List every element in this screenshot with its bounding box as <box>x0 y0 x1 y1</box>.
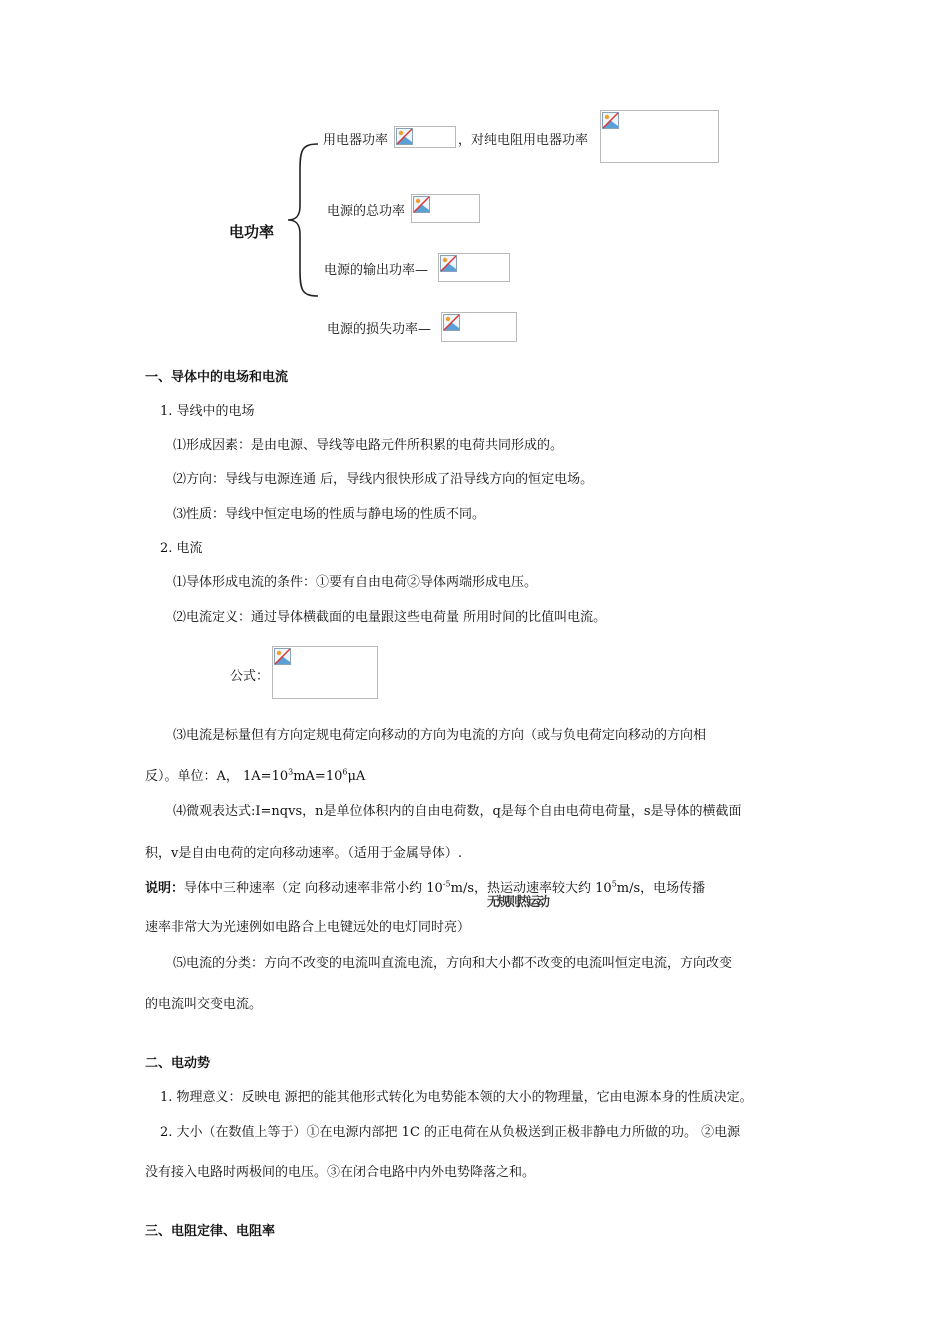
broken-image-icon <box>413 196 430 213</box>
text-run: μA <box>347 769 366 784</box>
paragraph: ⑴导体形成电流的条件：①要有自由电荷②导体两端形成电压。 <box>173 575 538 590</box>
paragraph: ⑸电流的分类：方向不改变的电流叫直流电流，方向和大小都不改变的电流叫恒定电流，方向改变 <box>173 956 733 971</box>
text-run: 导体中三种速率（定 向移动速率非常小约 10 <box>184 881 443 896</box>
broken-image-icon <box>443 314 460 331</box>
item-pure-resistor-label: ，对纯电阻用电器功率 <box>458 133 589 148</box>
brace-icon <box>286 140 322 300</box>
formula-image-placeholder <box>438 253 510 282</box>
overlapping-text: 无规则热运动 <box>487 895 548 910</box>
text-run: mA=10 <box>293 769 343 784</box>
paragraph: ⑵电流定义：通过导体横截面的电量跟这些电荷量 所用时间的比值叫电流。 <box>173 610 607 625</box>
paragraph: 积，v是自由电荷的定向移动速率。（适用于金属导体）. <box>145 846 462 861</box>
paragraph: ⑵方向：导线与电源连通 后，导线内很快形成了沿导线方向的恒定电场。 <box>173 472 594 487</box>
item-total-power-label: 电源的总功率 <box>327 204 406 219</box>
broken-image-icon <box>602 112 619 129</box>
paragraph-units <box>145 765 365 784</box>
formula-image-placeholder <box>411 194 480 223</box>
superscript: 6 <box>342 767 348 777</box>
text-run: 反）。单位：A， 1A=10 <box>145 769 289 784</box>
broken-image-icon <box>274 648 291 665</box>
section-heading: 一、导体中的电场和电流 <box>145 370 289 385</box>
broken-image-icon <box>396 128 413 145</box>
formula-image-placeholder <box>272 646 378 699</box>
subheading: 2. 电流 <box>160 541 203 556</box>
superscript: -5 <box>442 879 451 889</box>
paragraph: 速率非常大为光速例如电路合上电键远处的电灯同时亮） <box>145 920 471 935</box>
item-loss-power-label: 电源的损失功率— <box>327 322 432 337</box>
paragraph: 没有接入电路时两极间的电压。③在闭合电路中内外电势降落之和。 <box>145 1165 536 1180</box>
formula-image-placeholder <box>441 312 517 342</box>
section-heading: 三、电阻定律、电阻率 <box>145 1224 276 1239</box>
paragraph: ⑶电流是标量但有方向定规电荷定向移动的方向为电流的方向（或与负电荷定向移动的方向相 <box>173 728 707 743</box>
formula-image-placeholder <box>394 126 456 148</box>
note-label: 说明： <box>145 881 185 896</box>
item-output-power-label: 电源的输出功率— <box>324 263 429 278</box>
item-appliance-power-label: 用电器功率 <box>323 133 389 148</box>
concept-map-center-label: 电功率 <box>229 223 275 241</box>
paragraph: 的电流叫交变电流。 <box>145 997 263 1012</box>
paragraph: 1. 物理意义：反映电 源把的能其他形式转化为电势能本领的大小的物理量，它由电源本身的性质决定。 <box>160 1090 753 1105</box>
paragraph: ⑶性质：导线中恒定电场的性质与静电场的性质不同。 <box>173 507 486 522</box>
text-run: m/s， <box>450 881 488 896</box>
superscript: 5 <box>611 879 617 889</box>
section-heading: 二、电动势 <box>145 1056 211 1071</box>
superscript: 3 <box>288 767 294 777</box>
formula-image-placeholder <box>600 110 719 163</box>
broken-image-icon <box>440 255 457 272</box>
formula-label: 公式： <box>230 669 270 684</box>
paragraph: ⑴形成因素：是由电源、导线等电路元件所积累的电荷共同形成的。 <box>173 438 564 453</box>
paragraph: 2. 大小（在数值上等于）①在电源内部把 1C 的正电荷在从负极送到正极非静电力所做的功。 ②电源 <box>160 1125 741 1140</box>
text-run: m/s，电场传播 <box>616 881 706 896</box>
note-paragraph <box>145 877 706 910</box>
text-run: 热运动速率较大约 10 <box>487 881 612 896</box>
paragraph: ⑷微观表达式:I=nqvs，n是单位体积内的自由电荷数，q是每个自由电荷电荷量，s是导体的横截面 <box>173 804 742 819</box>
subheading: 1. 导线中的电场 <box>160 404 255 419</box>
